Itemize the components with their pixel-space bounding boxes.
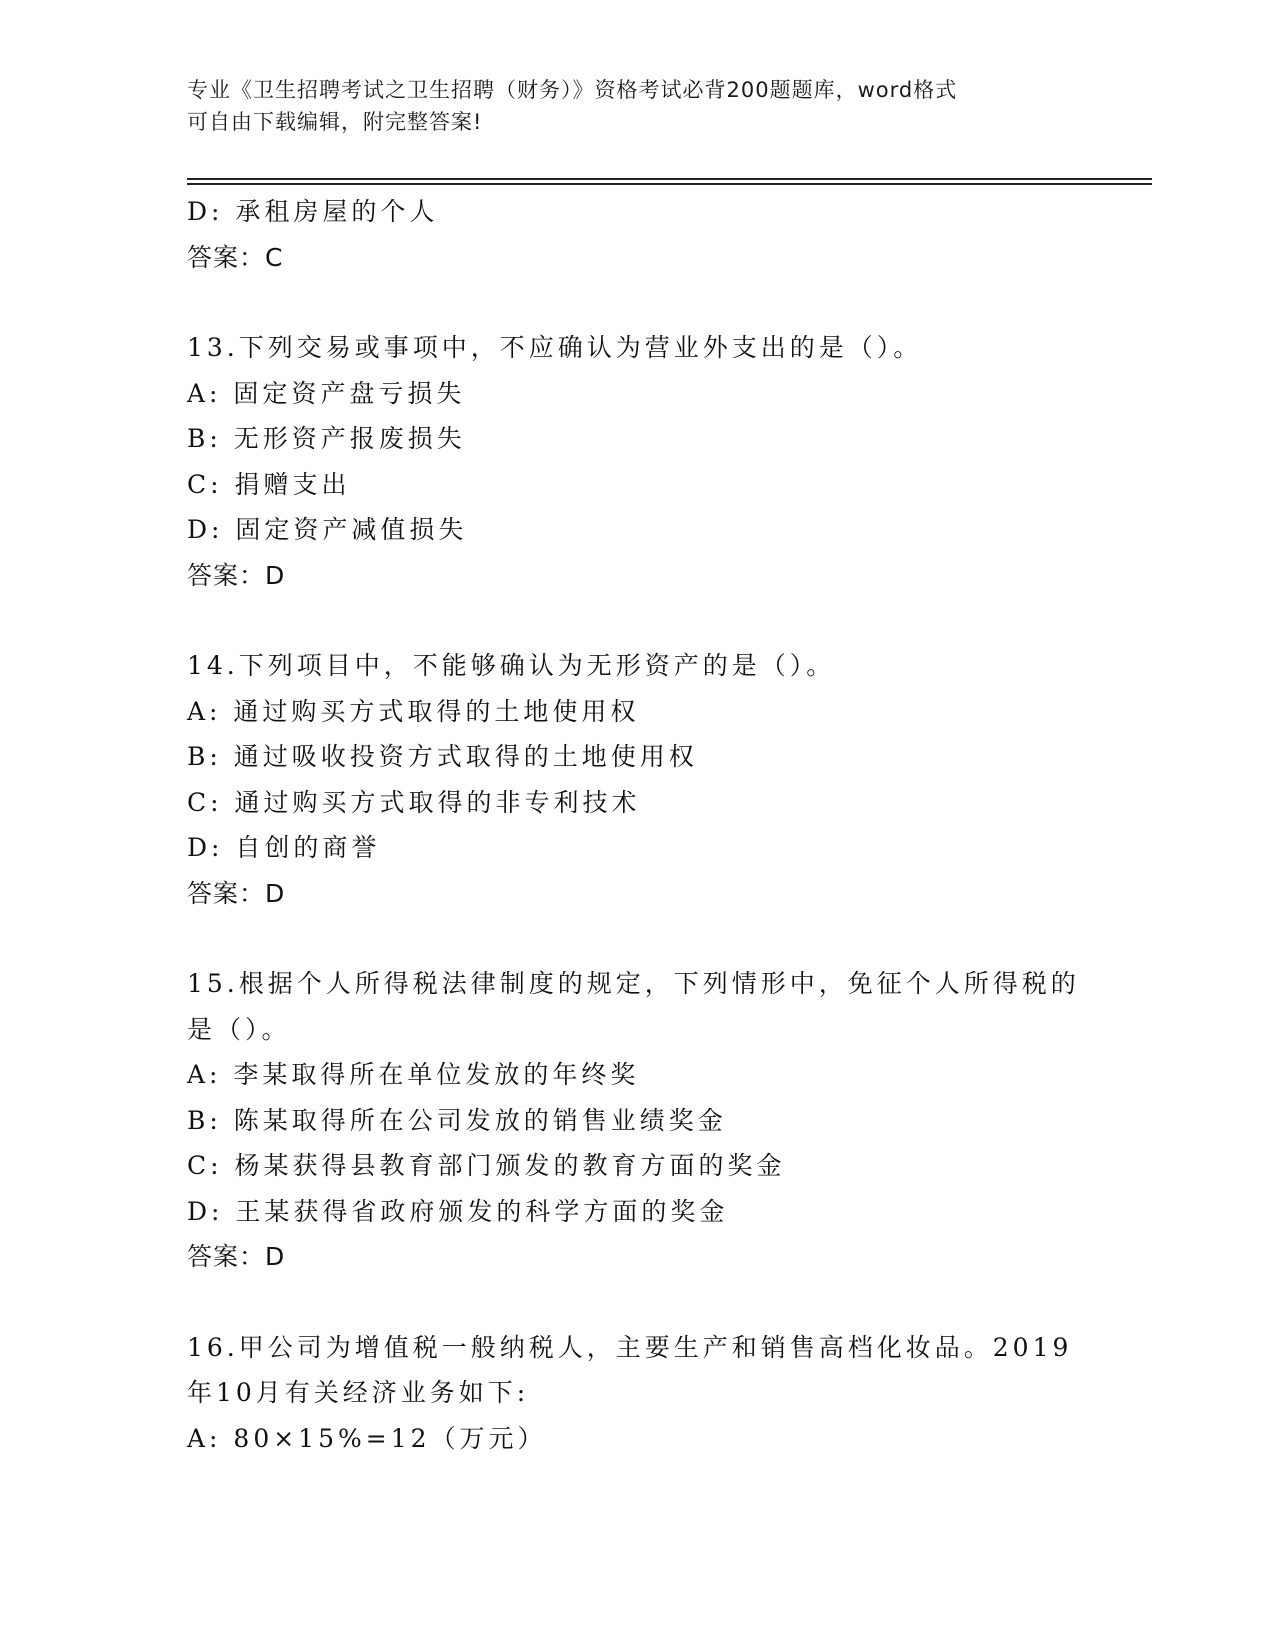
question-block (187, 961, 1087, 1280)
answer-key: 答案：D (187, 560, 286, 590)
answer-option: B: 陈某取得所在公司发放的销售业绩奖金 (187, 1105, 727, 1135)
answer-key: 答案：D (187, 878, 286, 908)
header-divider-bottom (187, 183, 1152, 185)
header-line-1: 专业《卫生招聘考试之卫生招聘（财务）》资格考试必背200题题库，word格式 (187, 78, 958, 102)
question-list (187, 189, 1087, 1461)
question-stem-line: 年10月有关经济业务如下: (187, 1378, 530, 1407)
answer-option: D: 王某获得省政府颁发的科学方面的奖金 (187, 1196, 729, 1226)
block-spacer (187, 280, 1087, 325)
document-header (187, 74, 1067, 138)
answer-option: B: 通过吸收投资方式取得的土地使用权 (187, 742, 698, 771)
question-block (187, 325, 1087, 598)
question-block (187, 189, 1087, 280)
answer-option: C: 通过购买方式取得的非专利技术 (187, 787, 641, 817)
question-stem-line: 15.根据个人所得税法律制度的规定，下列情形中，免征个人所得税的 (187, 969, 1080, 998)
question-stem-line: 14.下列项目中，不能够确认为无形资产的是（）。 (187, 651, 836, 680)
answer-option: C: 捐赠支出 (187, 469, 351, 499)
answer-option: A: 固定资产盘亏损失 (187, 378, 466, 408)
question-stem-line: 13.下列交易或事项中，不应确认为营业外支出的是（）。 (187, 333, 923, 362)
answer-option: A: 通过购买方式取得的土地使用权 (187, 696, 640, 726)
block-spacer (187, 916, 1087, 961)
question-stem-line: 是（）。 (187, 1014, 291, 1044)
answer-option: D: 承租房屋的个人 (187, 197, 439, 226)
answer-option: B: 无形资产报废损失 (187, 424, 466, 453)
answer-option: D: 固定资产减值损失 (187, 515, 468, 544)
question-stem-line: 16.甲公司为增值税一般纳税人，主要生产和销售高档化妆品。2019 (187, 1332, 1073, 1362)
answer-key: 答案：C (187, 242, 284, 272)
block-spacer (187, 1280, 1087, 1325)
question-block (187, 643, 1087, 916)
answer-option: C: 杨某获得县教育部门颁发的教育方面的奖金 (187, 1151, 786, 1180)
block-spacer (187, 598, 1087, 643)
answer-option: D: 自创的商誉 (187, 833, 381, 862)
answer-key: 答案：D (187, 1242, 286, 1271)
answer-option: A: 80×15%=12（万元） (187, 1423, 547, 1453)
question-block (187, 1325, 1087, 1462)
header-line-2: 可自由下载编辑，附完整答案! (187, 110, 483, 134)
answer-option: A: 李某取得所在单位发放的年终奖 (187, 1060, 640, 1089)
header-divider-top (187, 178, 1152, 180)
